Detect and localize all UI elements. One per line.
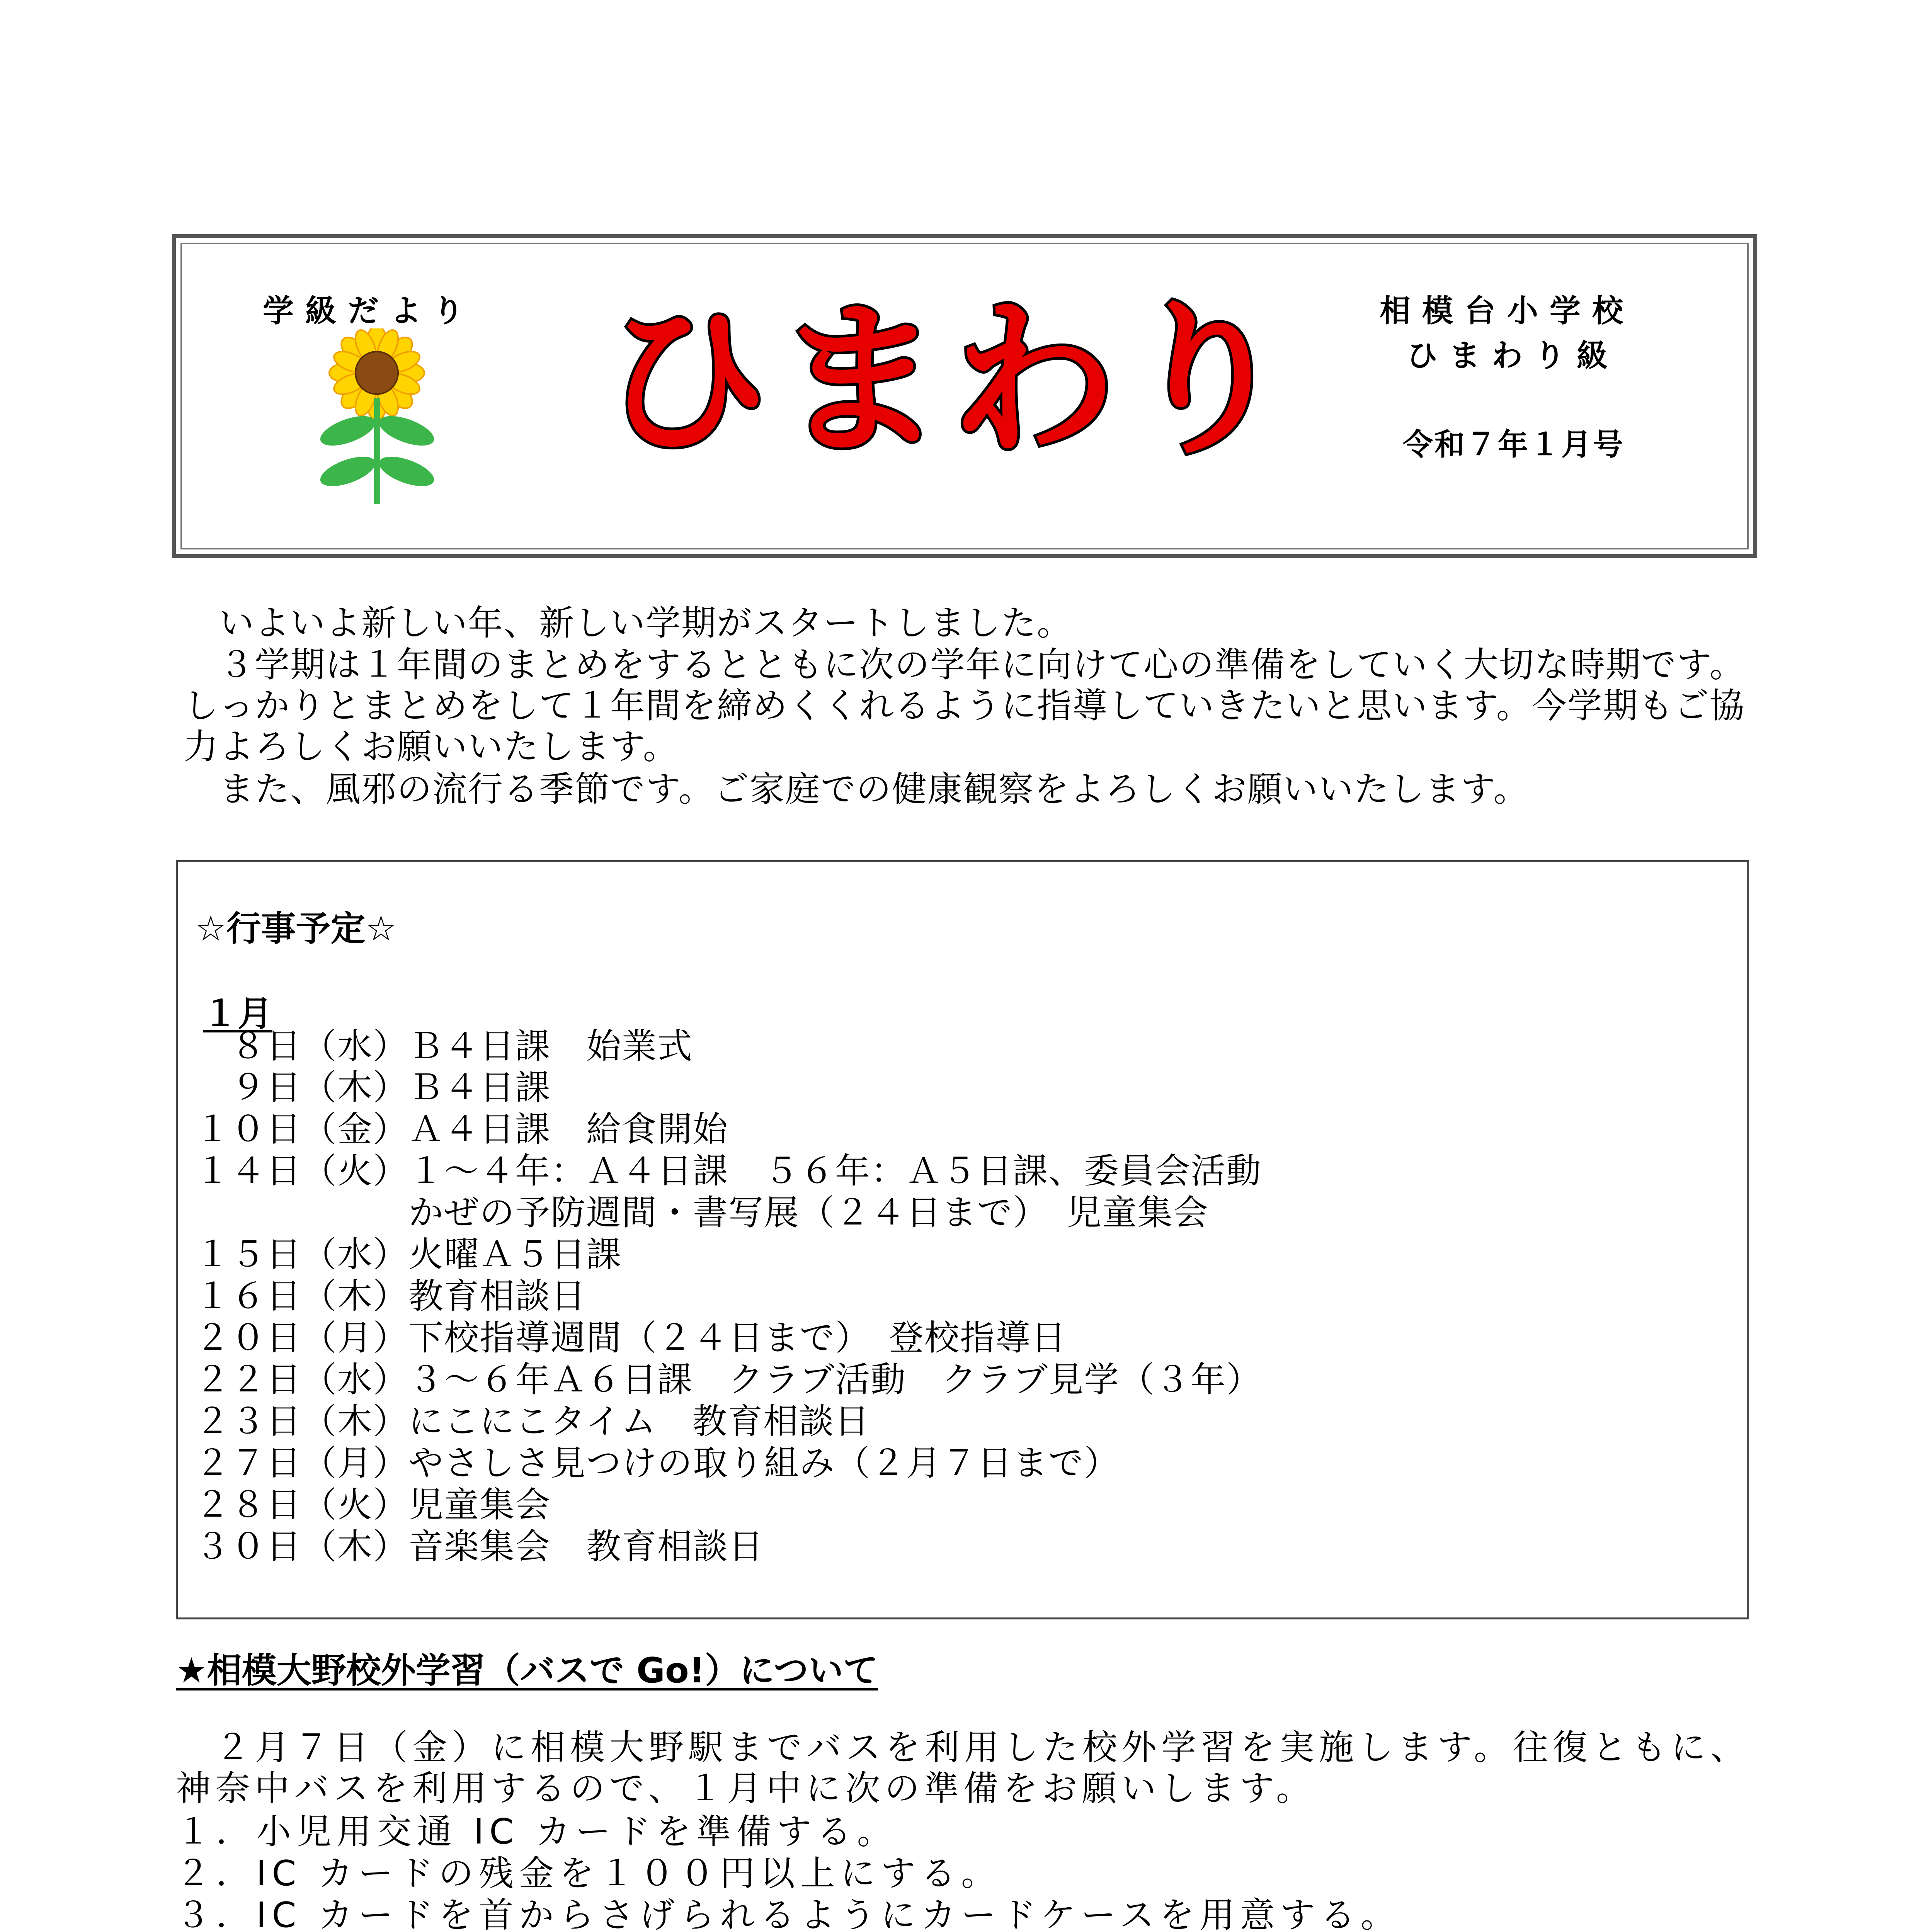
trip-item: ３．IC カードを首からさげられるようにカードケースを用意する。 — [176, 1895, 1401, 1932]
schedule-item: １５日（水）火曜Ａ５日課 — [195, 1234, 622, 1275]
schedule-item: かぜの予防週間・書写展（２４日まで） 児童集会 — [195, 1192, 1209, 1233]
schedule-item: ３０日（木）音楽集会 教育相談日 — [195, 1526, 764, 1567]
intro-paragraph-1: いよいよ新しい年、新しい学期がスタートしました。 — [184, 603, 1072, 643]
schedule-item: ２２日（水）３～６年Ａ６日課 クラブ活動 クラブ見学（３年） — [195, 1359, 1262, 1400]
class-name: ひまわり級 — [1407, 338, 1619, 374]
intro-paragraph-3: また、風邪の流行る季節です。ご家庭での健康観察をよろしくお願いいたします。 — [184, 769, 1529, 810]
schedule-heading: ☆行事予定☆ — [195, 908, 397, 949]
series-label: 学級だより — [263, 293, 475, 329]
schedule-item: １０日（金）Ａ４日課 給食開始 — [195, 1109, 728, 1150]
trip-paragraph: ２月７日（金）に相模大野駅までバスを利用した校外学習を実施します。往復ともに、神奈中バスを利用するので、１月中に次の準備をお願いします。 — [176, 1727, 1750, 1809]
schedule-item: ２０日（月）下校指導週間（２４日まで） 登校指導日 — [195, 1318, 1067, 1358]
intro-paragraph-2: ３学期は１年間のまとめをするとともに次の学年に向けて心の準備をしていく大切な時期です。しっかりとまとめをして１年間を締めくくれるように指導していきたいと思います。今学期もご協力よろしくお願いいたします。 — [184, 645, 1745, 767]
schedule-item: ９日（木）Ｂ４日課 — [195, 1067, 551, 1108]
trip-item: ２．IC カードの残金を１００円以上にする。 — [176, 1853, 1001, 1894]
schedule-item: １６日（木）教育相談日 — [195, 1276, 586, 1316]
schedule-item: ２３日（木）にこにこタイム 教育相談日 — [195, 1401, 870, 1442]
trip-heading: ★相模大野校外学習（バスで Go!）について — [176, 1650, 878, 1691]
schedule-item: ２７日（月）やさしさ見つけの取り組み（２月７日まで） — [195, 1443, 1120, 1483]
schedule-item: ２８日（火）児童集会 — [195, 1485, 551, 1525]
schedule-item: １４日（火）１～４年：Ａ４日課 ５６年：Ａ５日課、委員会活動 — [195, 1151, 1262, 1191]
school-name: 相模台小学校 — [1380, 293, 1635, 329]
schedule-item: ８日（水）Ｂ４日課 始業式 — [195, 1026, 693, 1066]
issue-date: 令和７年１月号 — [1403, 427, 1625, 462]
sunflower-icon — [305, 328, 456, 506]
schedule-month: １月 — [203, 993, 272, 1034]
trip-item: １．小児用交通 IC カードを準備する。 — [176, 1811, 897, 1852]
newsletter-title: ひまわり — [603, 284, 1298, 477]
